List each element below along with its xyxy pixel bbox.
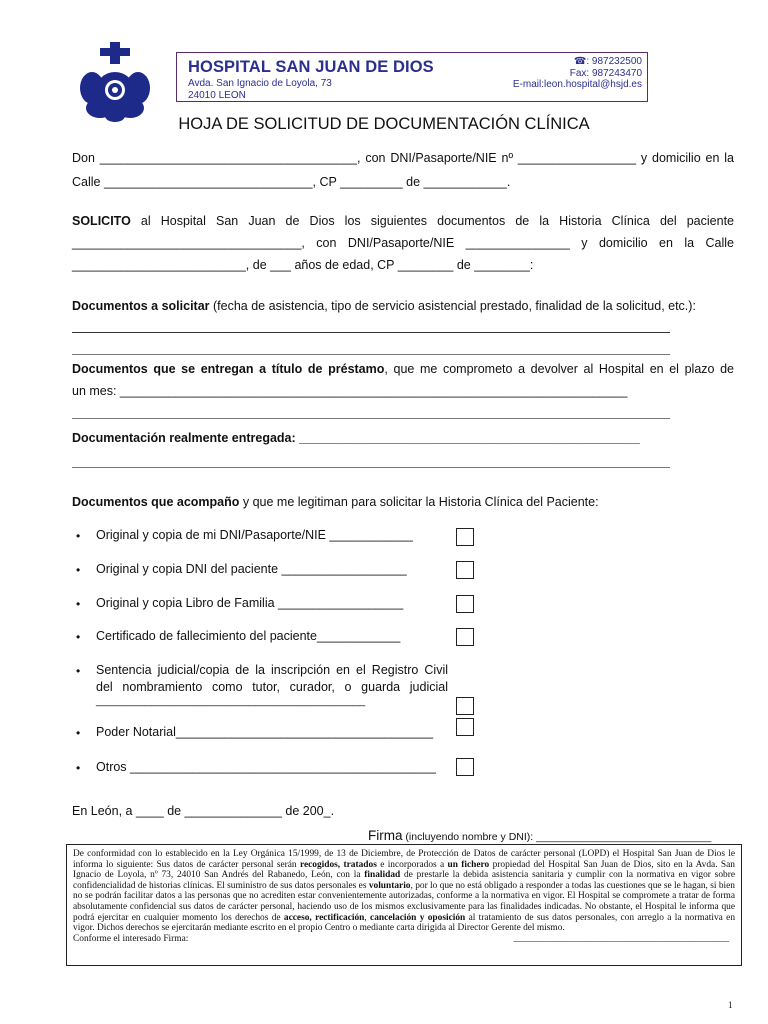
checkbox-own-dni[interactable] xyxy=(456,528,474,546)
hospital-contact xyxy=(500,56,642,91)
page-number: 1 xyxy=(728,1000,733,1010)
item-death-certificate: Certificado de fallecimiento del paciente____________ xyxy=(96,629,401,643)
attached-heading xyxy=(72,495,599,510)
attached-lead: Documentos que acompaño xyxy=(72,495,240,509)
delivered-line xyxy=(72,431,640,446)
document-title: HOJA DE SOLICITUD DE DOCUMENTACIÓN CLÍNICA xyxy=(178,115,590,133)
email-address: E-mail:leon.hospital@hsjd.es xyxy=(512,79,642,90)
consent-row xyxy=(73,934,735,945)
solicito-lead: SOLICITO xyxy=(72,214,131,228)
docs-request-lead: Documentos a solicitar xyxy=(72,299,210,313)
legal-text: de prestarle la debida asistencia sanitaria y cumplir con la normativa en vigor sobre confidencialidad de historias clínicas. El suministro de sus datos personales es xyxy=(73,870,735,891)
legal-bold: voluntario xyxy=(368,880,411,891)
consent-signature-blank[interactable]: ______________________________________________ xyxy=(513,933,729,944)
legal-bold: un fichero xyxy=(447,859,490,870)
legal-text: De conformidad con lo establecido en la Ley Orgánica 15/1999, de 13 de Diciembre, de Protección de Datos de carácter personal (LOPD) el Hospital San Juan de Dios le informa lo siguiente: Sus datos de carácter personal serán xyxy=(73,849,735,870)
bullet-icon: • xyxy=(76,563,81,577)
item-court-ruling-blank: ____________________________________________ xyxy=(96,695,366,707)
phone-number: ☎: 987232500 xyxy=(573,56,642,67)
fax-number: Fax: 987243470 xyxy=(569,67,642,79)
item-court-ruling-line-1: Sentencia judicial/copia de la inscripción en el Registro Civil xyxy=(96,663,448,677)
consent-label: Conforme el interesado Firma: xyxy=(73,933,189,944)
checkbox-power-of-attorney[interactable] xyxy=(456,718,474,736)
signature-label: Firma xyxy=(368,828,403,843)
attached-rest: y que me legitiman para solicitar la Historia Clínica del Paciente: xyxy=(239,495,599,509)
solicito-line-1 xyxy=(72,214,734,229)
docs-request-blank-line-2[interactable] xyxy=(72,354,670,355)
bullet-icon: • xyxy=(76,630,81,644)
item-court-ruling-line-2: del nombramiento como tutor, curador, o guarda judicial xyxy=(96,680,448,694)
docs-request-blank-line-1[interactable] xyxy=(72,332,670,333)
checkbox-death-certificate[interactable] xyxy=(456,628,474,646)
item-power-of-attorney: Poder Notarial_____________________________________ xyxy=(96,725,434,739)
checkbox-family-book[interactable] xyxy=(456,595,474,613)
docs-request-rest: (fecha de asistencia, tipo de servicio asistencial prestado, finalidad de la solicitud, etc.): xyxy=(209,299,696,313)
place-date-line: En León, a ____ de ______________ de 200_. xyxy=(72,804,335,818)
delivered-lead: Documentación realmente entregada: xyxy=(72,431,296,445)
checkbox-others[interactable] xyxy=(456,758,474,776)
legal-bold: finalidad xyxy=(364,870,401,881)
solicito-line-2: _________________________________, con DNI/Pasaporte/NIE _______________ y domicilio en la Calle xyxy=(72,236,734,250)
hospital-name: HOSPITAL SAN JUAN DE DIOS xyxy=(188,58,434,76)
item-own-dni: Original y copia de mi DNI/Pasaporte/NIE ____________ xyxy=(96,528,413,542)
delivered-blank: _________________________________________________ xyxy=(295,431,640,445)
item-family-book: Original y copia Libro de Familia __________________ xyxy=(96,596,404,610)
legal-text: propiedad del Hospital San Juan de Dios, sito en la Avda. San Ignacio de Loyola, nº 73, 24010 San Andrés del Rabanedo, León, con la xyxy=(73,859,735,881)
legal-text: e incorporados a xyxy=(376,859,448,870)
legal-bold: recogidos, tratados xyxy=(299,859,377,870)
docs-request-heading xyxy=(72,299,696,314)
applicant-line-1: Don _____________________________________, con DNI/Pasaporte/NIE nº _________________ y domicilio en la xyxy=(72,151,734,165)
item-patient-dni: Original y copia DNI del paciente __________________ xyxy=(96,562,407,576)
loan-lead: Documentos que se entregan a título de préstamo xyxy=(72,362,385,376)
bullet-icon: • xyxy=(76,726,81,740)
loan-line-1 xyxy=(72,362,734,377)
checkbox-court-ruling[interactable] xyxy=(456,697,474,715)
checkbox-patient-dni[interactable] xyxy=(456,561,474,579)
cross-rosette-logo-icon xyxy=(78,40,152,122)
loan-blank-line[interactable] xyxy=(72,418,670,419)
delivered-blank-line[interactable] xyxy=(72,467,670,468)
bullet-icon: • xyxy=(76,597,81,611)
signature-line xyxy=(368,828,711,845)
legal-text: , xyxy=(364,912,371,923)
legal-bold: acceso, rectificación xyxy=(283,912,365,923)
legal-text: al tratamiento de sus datos personales, con arreglo a la normativa en vigor. Dichos derechos se ejercitarán mediante escrito en el propio Centro o mediante carta dirigida al Director Gerente del mismo. xyxy=(73,912,736,934)
loan-rest: , que me comprometo a devolver al Hospital en el plazo de xyxy=(384,362,735,376)
hospital-address xyxy=(188,78,332,102)
address-line-2: 24010 LEON xyxy=(188,90,246,101)
solicito-line-1-rest: al Hospital San Juan de Dios los siguientes documentos de la Historia Clínica del paciente xyxy=(130,214,734,228)
loan-line-2: un mes: _________________________________________________________________________ xyxy=(72,384,628,398)
bullet-icon: • xyxy=(76,761,81,775)
item-others: Otros ____________________________________________ xyxy=(96,760,436,774)
address-line-1: Avda. San Ignacio de Loyola, 73 xyxy=(188,78,332,89)
legal-bold: cancelación y oposición xyxy=(370,912,466,923)
signature-note: (incluyendo nombre y DNI): ______________________________ xyxy=(402,831,712,843)
solicito-line-3: _________________________, de ___ años de edad, CP ________ de ________: xyxy=(72,258,534,272)
legal-text: , por lo que no está obligado a responder a todas las cuestiones que se le hagan, si bien no se podrán facilitar datos a las personas que no acrediten estar convenientemente autorizadas, conforme a la normativa en vigor. El Hospital se compromete a tratar de forma absolutamente confidencial sus datos de carácter personal, haciendo uso de los mismos exclusivamente para las finalidades indicadas. No obstante, el Hospital le informa que podrá ejercitar en cualquier momento los derechos de xyxy=(73,880,735,923)
bullet-icon: • xyxy=(76,664,81,678)
bullet-icon: • xyxy=(76,529,81,543)
data-protection-notice xyxy=(66,844,742,966)
applicant-line-2: Calle ______________________________, CP _________ de ____________. xyxy=(72,175,511,189)
